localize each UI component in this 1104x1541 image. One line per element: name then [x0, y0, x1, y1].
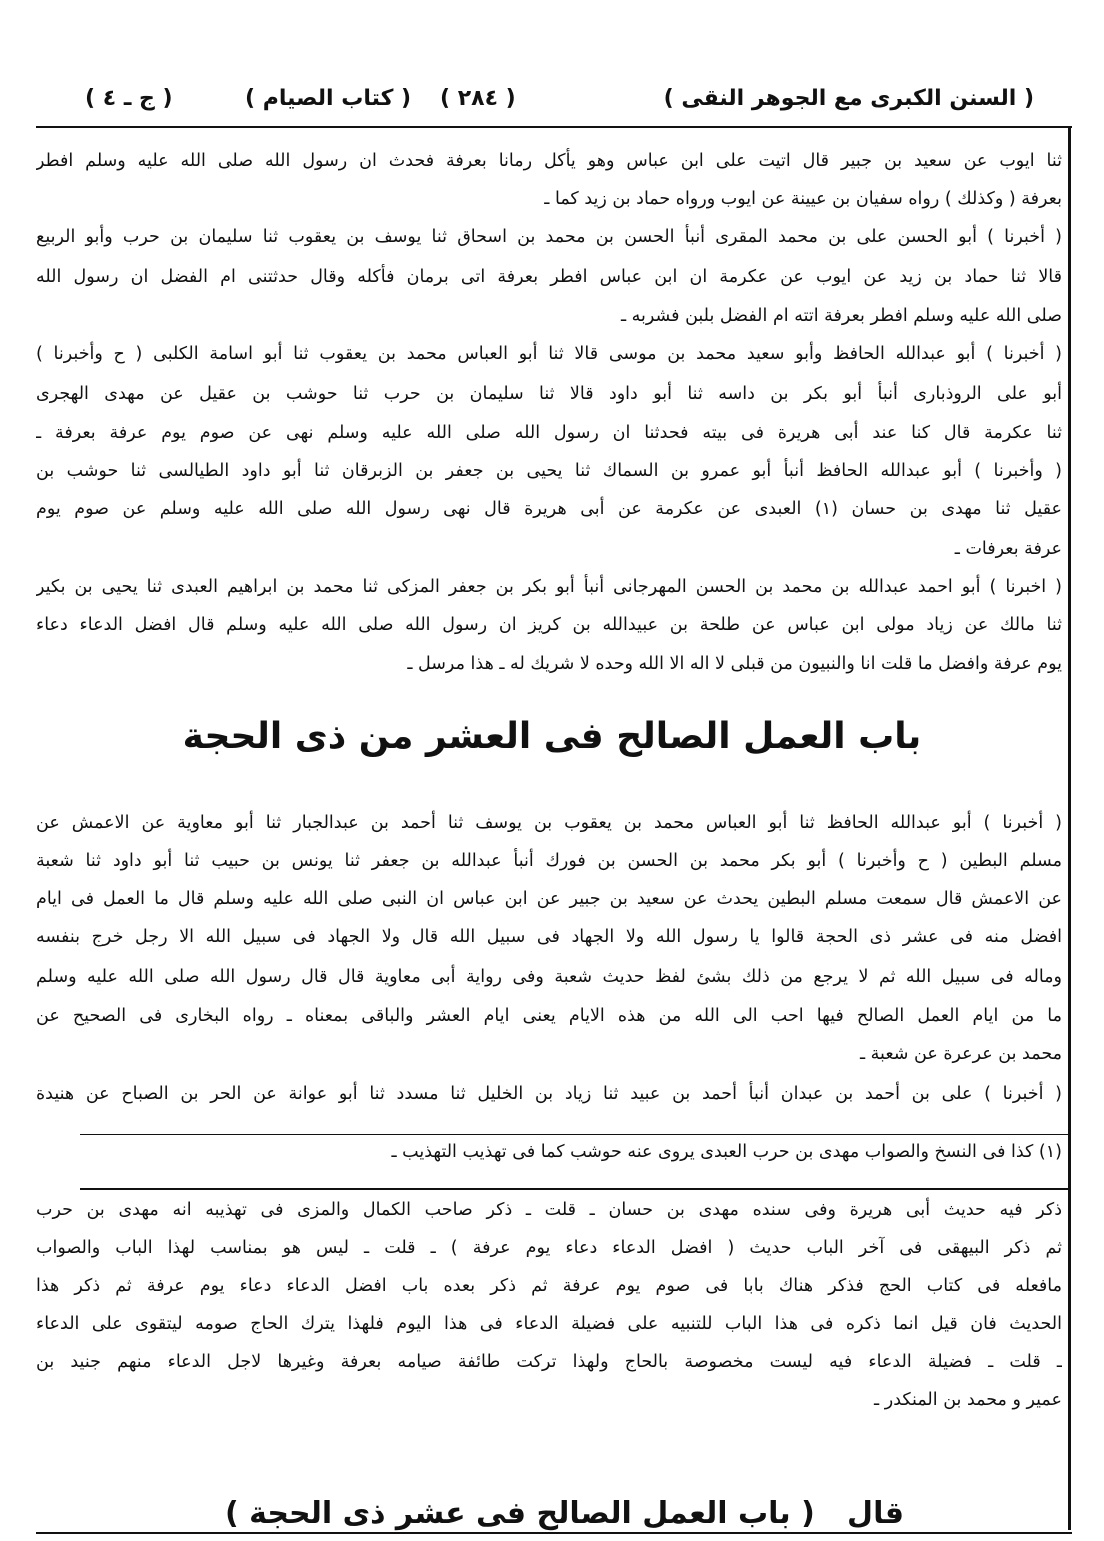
text-line: ( أخبرنا ) أبو الحسن على بن محمد المقرى أنبأ الحسن بن محمد بن اسحاق ثنا يوسف بن يعقوب ثنا سليمان بن حرب وأبو الربيع	[36, 227, 1062, 247]
text-line: ثم ذكر البيهقى فى آخر الباب حديث ( افضل الدعاء دعاء يوم عرفة ) ـ قلت ـ ليس هو بمناسب لهذا الباب والصواب	[36, 1238, 1062, 1258]
text-line: عقيل ثنا مهدى بن حسان (١) العبدى عن عكرمة عن أبى هريرة قال نهى رسول الله صلى الله عليه وسلم عن صوم يوم	[36, 499, 1062, 519]
text-line: بعرفة ( وكذلك ) رواه سفيان بن عيينة عن ايوب ورواه حماد بن زيد كما ـ	[544, 189, 1062, 209]
text-line: وماله فى سبيل الله ثم لا يرجع من ذلك بشئ لفظ حديث شعبة وفى رواية أبى معاوية قال قال رسول الله صلى الله عليه وسلم	[36, 967, 1062, 987]
header-rule	[36, 126, 1072, 128]
text-line: ( وأخبرنا ) أبو عبدالله الحافظ أنبأ أبو عمرو بن السماك ثنا يحيى بن جعفر بن الزبرقان ثنا أبو داود الطيالسى ثنا حوشب بن	[36, 461, 1062, 481]
page-number: ( ٢٨٤ )	[440, 86, 516, 111]
text-line: عن الاعمش قال سمعت مسلم البطين يحدث عن سعيد بن جبير عن ابن عباس ان النبى صلى الله عليه وسلم قال ما العمل فى ايام	[36, 889, 1062, 909]
text-line: محمد بن عرعرة عن شعبة ـ	[859, 1044, 1062, 1064]
text-line: ثنا مالك عن زياد مولى ابن عباس عن طلحة بن عبيدالله بن كريز ان رسول الله صلى الله عليه وسلم قال افضل الدعاء دعاء	[36, 615, 1062, 635]
text-line: افضل منه فى عشر ذى الحجة قالوا يا رسول الله ولا الجهاد فى سبيل الله قال ولا الجهاد فى سبيل الله الا رجل خرج بنفسه	[36, 927, 1062, 947]
book-title: ( السنن الكبرى مع الجوهر النقى )	[663, 86, 1034, 111]
text-line: ما من ايام العمل الصالح فيها احب الى الله من هذه الايام يعنى ايام العشر والباقى بمعناه ـ رواه البخارى فى الصحيح عن	[36, 1006, 1062, 1026]
chapter-name: ( كتاب الصيام )	[245, 86, 412, 111]
commentary-rule	[80, 1188, 1068, 1190]
text-line: ذكر فيه حديث أبى هريرة وفى سنده مهدى بن حسان ـ قلت ـ ذكر صاحب الكمال والمزى فى تهذيبه انه مهدى بن حرب	[36, 1200, 1062, 1220]
footer-rule	[36, 1532, 1072, 1534]
footnote: (١) كذا فى النسخ والصواب مهدى بن حرب العبدى يروى عنه حوشب كما فى تهذيب التهذيب ـ	[391, 1142, 1062, 1162]
text-line: ( أخبرنا ) أبو عبدالله الحافظ وأبو سعيد محمد بن موسى قالا ثنا أبو العباس محمد بن يعقوب ثنا أبو اسامة الكلبى ( ح وأخبرنا )	[36, 344, 1062, 364]
text-line: ( أخبرنا ) أبو عبدالله الحافظ ثنا أبو العباس محمد بن يعقوب بن يوسف ثنا أحمد بن عبدالجبار ثنا أبو معاوية عن الاعمش عن	[36, 813, 1062, 833]
footnote-rule	[80, 1134, 1068, 1135]
text-line: ثنا ايوب عن سعيد بن جبير قال اتيت على ابن عباس وهو يأكل رمانا بعرفة فحدث ان رسول الله صلى الله عليه وسلم افطر	[36, 151, 1062, 171]
text-line: عرفة بعرفات ـ	[954, 539, 1062, 559]
text-line: أبو على الروذبارى أنبأ أبو بكر بن داسه ثنا أبو داود قالا ثنا سليمان بن حرب ثنا حوشب بن عقيل عن مهدى الهجرى	[36, 384, 1062, 404]
text-line: ( اخبرنا ) أبو احمد عبدالله بن محمد بن الحسن المهرجانى أنبأ أبو بكر بن جعفر المزكى ثنا محمد بن ابراهيم العبدى ثنا يحيى بن بكير	[36, 577, 1062, 597]
text-line: ثنا عكرمة قال كنا عند أبى هريرة فى بيته فحدثنا ان رسول الله صلى الله عليه وسلم نهى عن صوم يوم عرفة بعرفة ـ	[36, 423, 1062, 443]
column-rule	[1068, 128, 1071, 1530]
commentary-heading: ( باب العمل الصالح فى عشر ذى الحجة )	[225, 1496, 815, 1531]
text-line: مافعله فى كتاب الحج فذكر هناك بابا فى صوم يوم عرفة ثم ذكر بعده باب افضل الدعاء دعاء يوم عرفة ثم ذكر هذا	[36, 1276, 1062, 1296]
text-line: عمير و محمد بن المنكدر ـ	[874, 1390, 1062, 1410]
text-line: قالا ثنا حماد بن زيد عن ايوب عن عكرمة ان ابن عباس افطر بعرفة اتى برمان فأكله وقال حدثتنى ام الفضل ان رسول الله	[36, 267, 1062, 287]
text-line: مسلم البطين ( ح وأخبرنا ) أبو بكر محمد بن الحسن بن فورك أنبأ عبدالله بن جعفر ثنا يونس بن حبيب ثنا أبو داود ثنا شعبة	[36, 851, 1062, 871]
text-line: ( أخبرنا ) على بن أحمد بن عبدان أنبأ أحمد بن عبيد ثنا زياد بن الخليل ثنا مسدد ثنا أبو عوانة عن الحر بن الصباح عن هنيدة	[36, 1084, 1062, 1104]
text-line: يوم عرفة وافضل ما قلت انا والنبيون من قبلى لا اله الا الله وحده لا شريك له ـ هذا مرسل ـ	[407, 654, 1062, 674]
text-line: صلى الله عليه وسلم افطر بعرفة اتته ام الفضل بلبن فشربه ـ	[620, 306, 1062, 326]
text-line: ـ قلت ـ فضيلة الدعاء فيه ليست مخصوصة بالحاج ولهذا تركت طائفة صيامه بعرفة وغيرها لاجل الدعاء منهم جنيد بن	[36, 1352, 1062, 1372]
text-line: الحديث فان قيل انما ذكره فى هذا الباب للتنبيه على فضيلة الدعاء فى هذا اليوم فلهذا يترك الحاج صومه ليتقوى على الدعاء	[36, 1314, 1062, 1334]
chapter-heading: باب العمل الصالح فى العشر من ذى الحجة	[182, 716, 922, 757]
commentary-qala: قال	[847, 1496, 904, 1531]
volume-number: ( ج ـ ٤ )	[85, 86, 173, 111]
